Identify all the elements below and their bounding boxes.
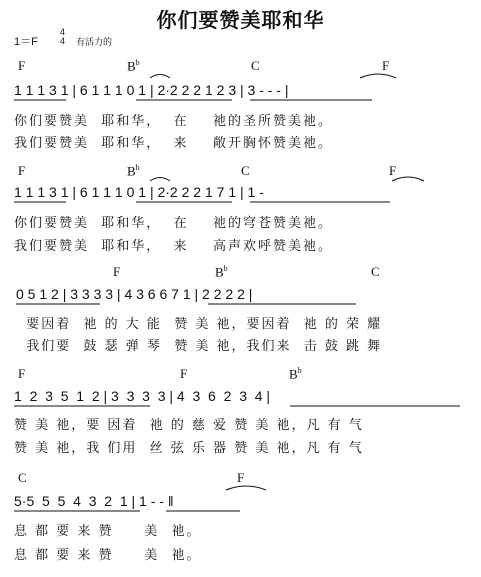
lyric-line: 要因着 祂 的 大 能 赞 美 祂，要因着 祂 的 荣 耀 [14, 317, 383, 332]
tempo-marking: 有活力的 [76, 38, 113, 48]
tie-arc [226, 486, 266, 490]
notes-line: 1 2 3 5 1 2 | 3 3 3 3 | 4 3 6 2 3 4 | [14, 388, 271, 404]
chord: F [237, 470, 245, 485]
tie-arc [360, 74, 396, 78]
chord: F [18, 163, 26, 178]
tie-arc [392, 177, 424, 181]
lyric-line: 你们要赞美 耶和华， 在 祂的圣所赞美祂。 [14, 114, 334, 129]
lyric-line: 息 都 要 来 赞 美 祂。 [14, 524, 202, 539]
notes-line: 1 1 1 3 1 | 6 1 1 1 0 1 | 2·2 2 2 1 2 3 | 3 - - - | [14, 82, 289, 98]
chord: F [382, 58, 390, 73]
chord: F [18, 58, 26, 73]
time-bottom: 4 [60, 36, 66, 46]
lyric-line: 我们要赞美 耶和华， 来 敞开胸怀赞美祂。 [14, 136, 334, 151]
lyric-line: 你们要赞美 耶和华， 在 祂的穹苍赞美祂。 [14, 216, 334, 231]
tie-arc [150, 178, 170, 182]
chord: F [180, 366, 188, 381]
chord: C [371, 264, 380, 279]
lyric-line: 赞 美 祂，要 因着 祂 的 慈 爱 赞 美 祂，凡 有 气 [14, 418, 364, 433]
lyric-line: 我们要赞美 耶和华， 来 高声欢呼赞美祂。 [14, 239, 334, 254]
chord: C [18, 470, 27, 485]
song-title: 你们要赞美耶和华 [156, 8, 325, 32]
time-top: 4 [60, 27, 66, 37]
notes-line: 1 1 1 3 1 | 6 1 1 1 0 1 | 2·2 2 2 1 7 1 | 1 - [14, 184, 264, 200]
lyric-line: 息 都 要 来 赞 美 祂。 [14, 548, 202, 563]
chord: $B^b$ [127, 58, 140, 74]
notes-line: 0 5 1 2 | 3 3 3 3 | 4 3 6 6 7 1 | 2 2 2 2 | [16, 286, 253, 302]
chord: F [113, 264, 121, 279]
lyric-line: 我们要 鼓 瑟 弹 琴 赞 美 祂，我们来 击 鼓 跳 舞 [14, 339, 383, 354]
lyric-line: 赞 美 祂，我 们用 丝 弦 乐 器 赞 美 祂，凡 有 气 [14, 441, 364, 456]
chord: $B^b$ [215, 264, 228, 280]
tie-arc [150, 75, 170, 79]
chord: $B^b$ [289, 366, 302, 382]
chord: F [18, 366, 26, 381]
chord: C [251, 58, 260, 73]
chord: $B^b$ [127, 163, 140, 179]
chord: F [389, 163, 397, 178]
notes-line: 5·5 5 5 4 3 2 1 | 1 - - ‖ [14, 493, 174, 509]
chord: C [241, 163, 250, 178]
key-signature: 1＝F [14, 36, 38, 48]
